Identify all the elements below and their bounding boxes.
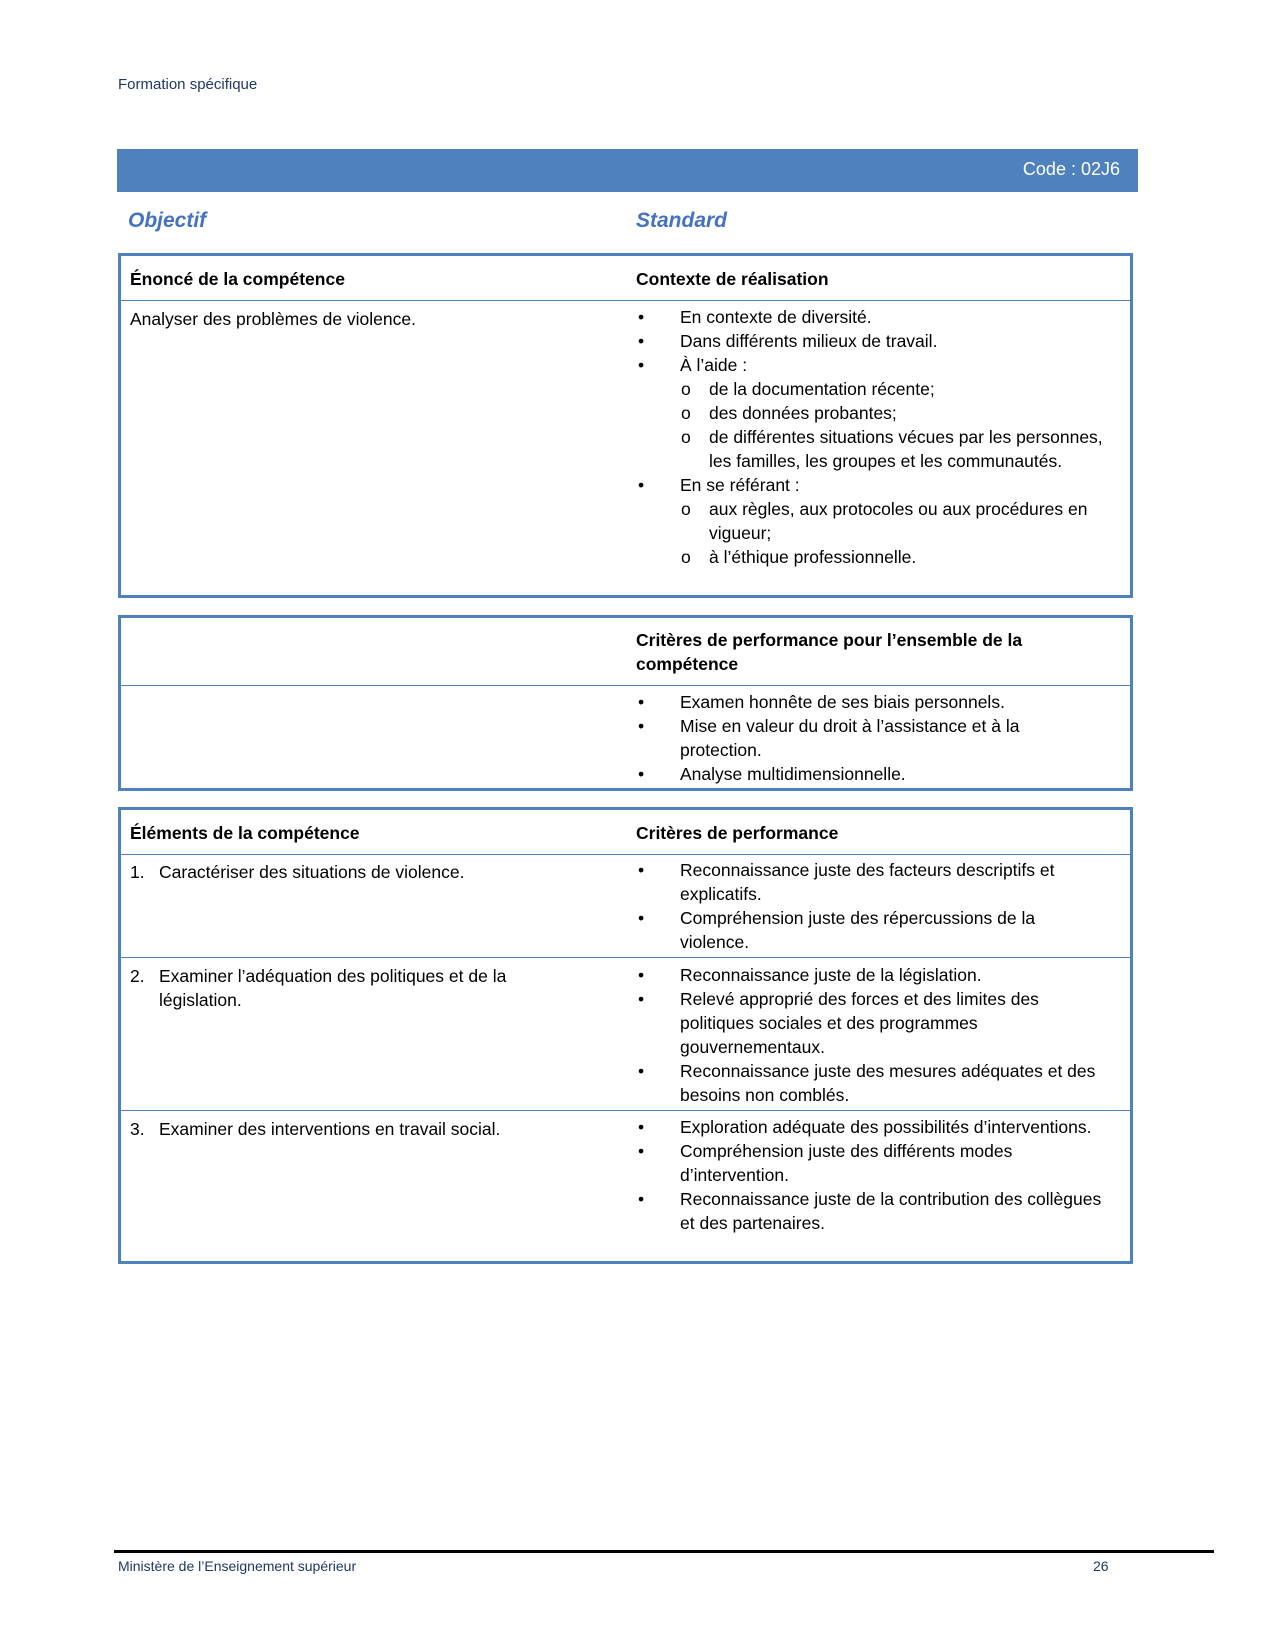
list-item: • En contexte de diversité. bbox=[636, 305, 1106, 329]
sub-list bbox=[680, 497, 1106, 569]
overall-criteria-list bbox=[636, 690, 1106, 786]
element-number: 2. bbox=[130, 966, 145, 986]
row-divider bbox=[121, 957, 1130, 958]
elements-header: Éléments de la compétence bbox=[130, 823, 360, 843]
sub-list bbox=[680, 377, 1106, 473]
sub-list-item: o aux règles, aux protocoles ou aux procédures en vigueur; bbox=[680, 497, 1106, 545]
sub-list-item: o des données probantes; bbox=[680, 401, 1106, 425]
code-bar bbox=[117, 149, 1138, 192]
sub-list-item: o à l’éthique professionnelle. bbox=[680, 545, 1106, 569]
element-3-criteria bbox=[636, 1115, 1106, 1235]
criteria-header: Critères de performance bbox=[636, 823, 839, 843]
list-item: • Reconnaissance juste de la contribution des collègues et des partenaires. bbox=[636, 1187, 1106, 1235]
footer-ministry: Ministère de l’Enseignement supérieur bbox=[118, 1558, 357, 1574]
list-item: • Reconnaissance juste de la législation. bbox=[636, 963, 1106, 987]
sub-list-item: o de différentes situations vécues par les personnes, les familles, les groupes et les communautés. bbox=[680, 425, 1106, 473]
element-3 bbox=[130, 1117, 619, 1141]
element-1 bbox=[130, 860, 619, 884]
list-item: • Relevé approprié des forces et des limites des politiques sociales et des programmes gouvernementaux. bbox=[636, 987, 1106, 1059]
list-item: • Reconnaissance juste des mesures adéquates et des besoins non comblés. bbox=[636, 1059, 1106, 1107]
context-list bbox=[636, 305, 1106, 569]
row-divider bbox=[121, 1110, 1130, 1111]
list-item: • Dans différents milieux de travail. bbox=[636, 329, 1106, 353]
element-2 bbox=[130, 964, 579, 1012]
list-item bbox=[636, 353, 1106, 473]
list-item: • Examen honnête de ses biais personnels. bbox=[636, 690, 1106, 714]
overall-criteria-table bbox=[118, 615, 1133, 791]
list-item: • Compréhension juste des différents modes d’intervention. bbox=[636, 1139, 1106, 1187]
page-number: 26 bbox=[1093, 1558, 1109, 1574]
list-item: • Compréhension juste des répercussions de la violence. bbox=[636, 906, 1106, 954]
context-header: Contexte de réalisation bbox=[636, 269, 829, 289]
elements-table bbox=[118, 807, 1133, 1264]
header-divider bbox=[121, 300, 1130, 301]
element-number: 1. bbox=[130, 862, 145, 882]
header-divider bbox=[121, 685, 1130, 686]
competency-statement-header: Énoncé de la compétence bbox=[130, 269, 345, 289]
list-item-label: En se référant : bbox=[680, 475, 800, 495]
element-2-criteria bbox=[636, 963, 1106, 1107]
element-text: Examiner des interventions en travail social. bbox=[159, 1119, 501, 1139]
sub-list-item: o de la documentation récente; bbox=[680, 377, 1106, 401]
element-number: 3. bbox=[130, 1119, 145, 1139]
running-header: Formation spécifique bbox=[118, 76, 258, 93]
list-item-label: À l’aide : bbox=[680, 355, 748, 375]
element-text: Caractériser des situations de violence. bbox=[159, 862, 465, 882]
competency-statement: Analyser des problèmes de violence. bbox=[130, 309, 416, 329]
list-item: • Analyse multidimensionnelle. bbox=[636, 762, 1106, 786]
header-divider bbox=[121, 854, 1130, 855]
competency-statement-table bbox=[118, 253, 1133, 598]
element-1-criteria bbox=[636, 858, 1106, 954]
list-item: • Reconnaissance juste des facteurs descriptifs et explicatifs. bbox=[636, 858, 1106, 906]
list-item: • Mise en valeur du droit à l’assistance et à la protection. bbox=[636, 714, 1106, 762]
list-item: • Exploration adéquate des possibilités d’interventions. bbox=[636, 1115, 1106, 1139]
standard-heading: Standard bbox=[636, 209, 728, 232]
objective-heading: Objectif bbox=[128, 209, 207, 232]
element-text: Examiner l’adéquation des politiques et de la législation. bbox=[159, 966, 507, 1010]
overall-criteria-header: Critères de performance pour l’ensemble de la compétence bbox=[636, 630, 1023, 674]
list-item bbox=[636, 473, 1106, 569]
footer-rule bbox=[114, 1550, 1214, 1553]
competency-code: Code : 02J6 bbox=[1022, 159, 1120, 179]
